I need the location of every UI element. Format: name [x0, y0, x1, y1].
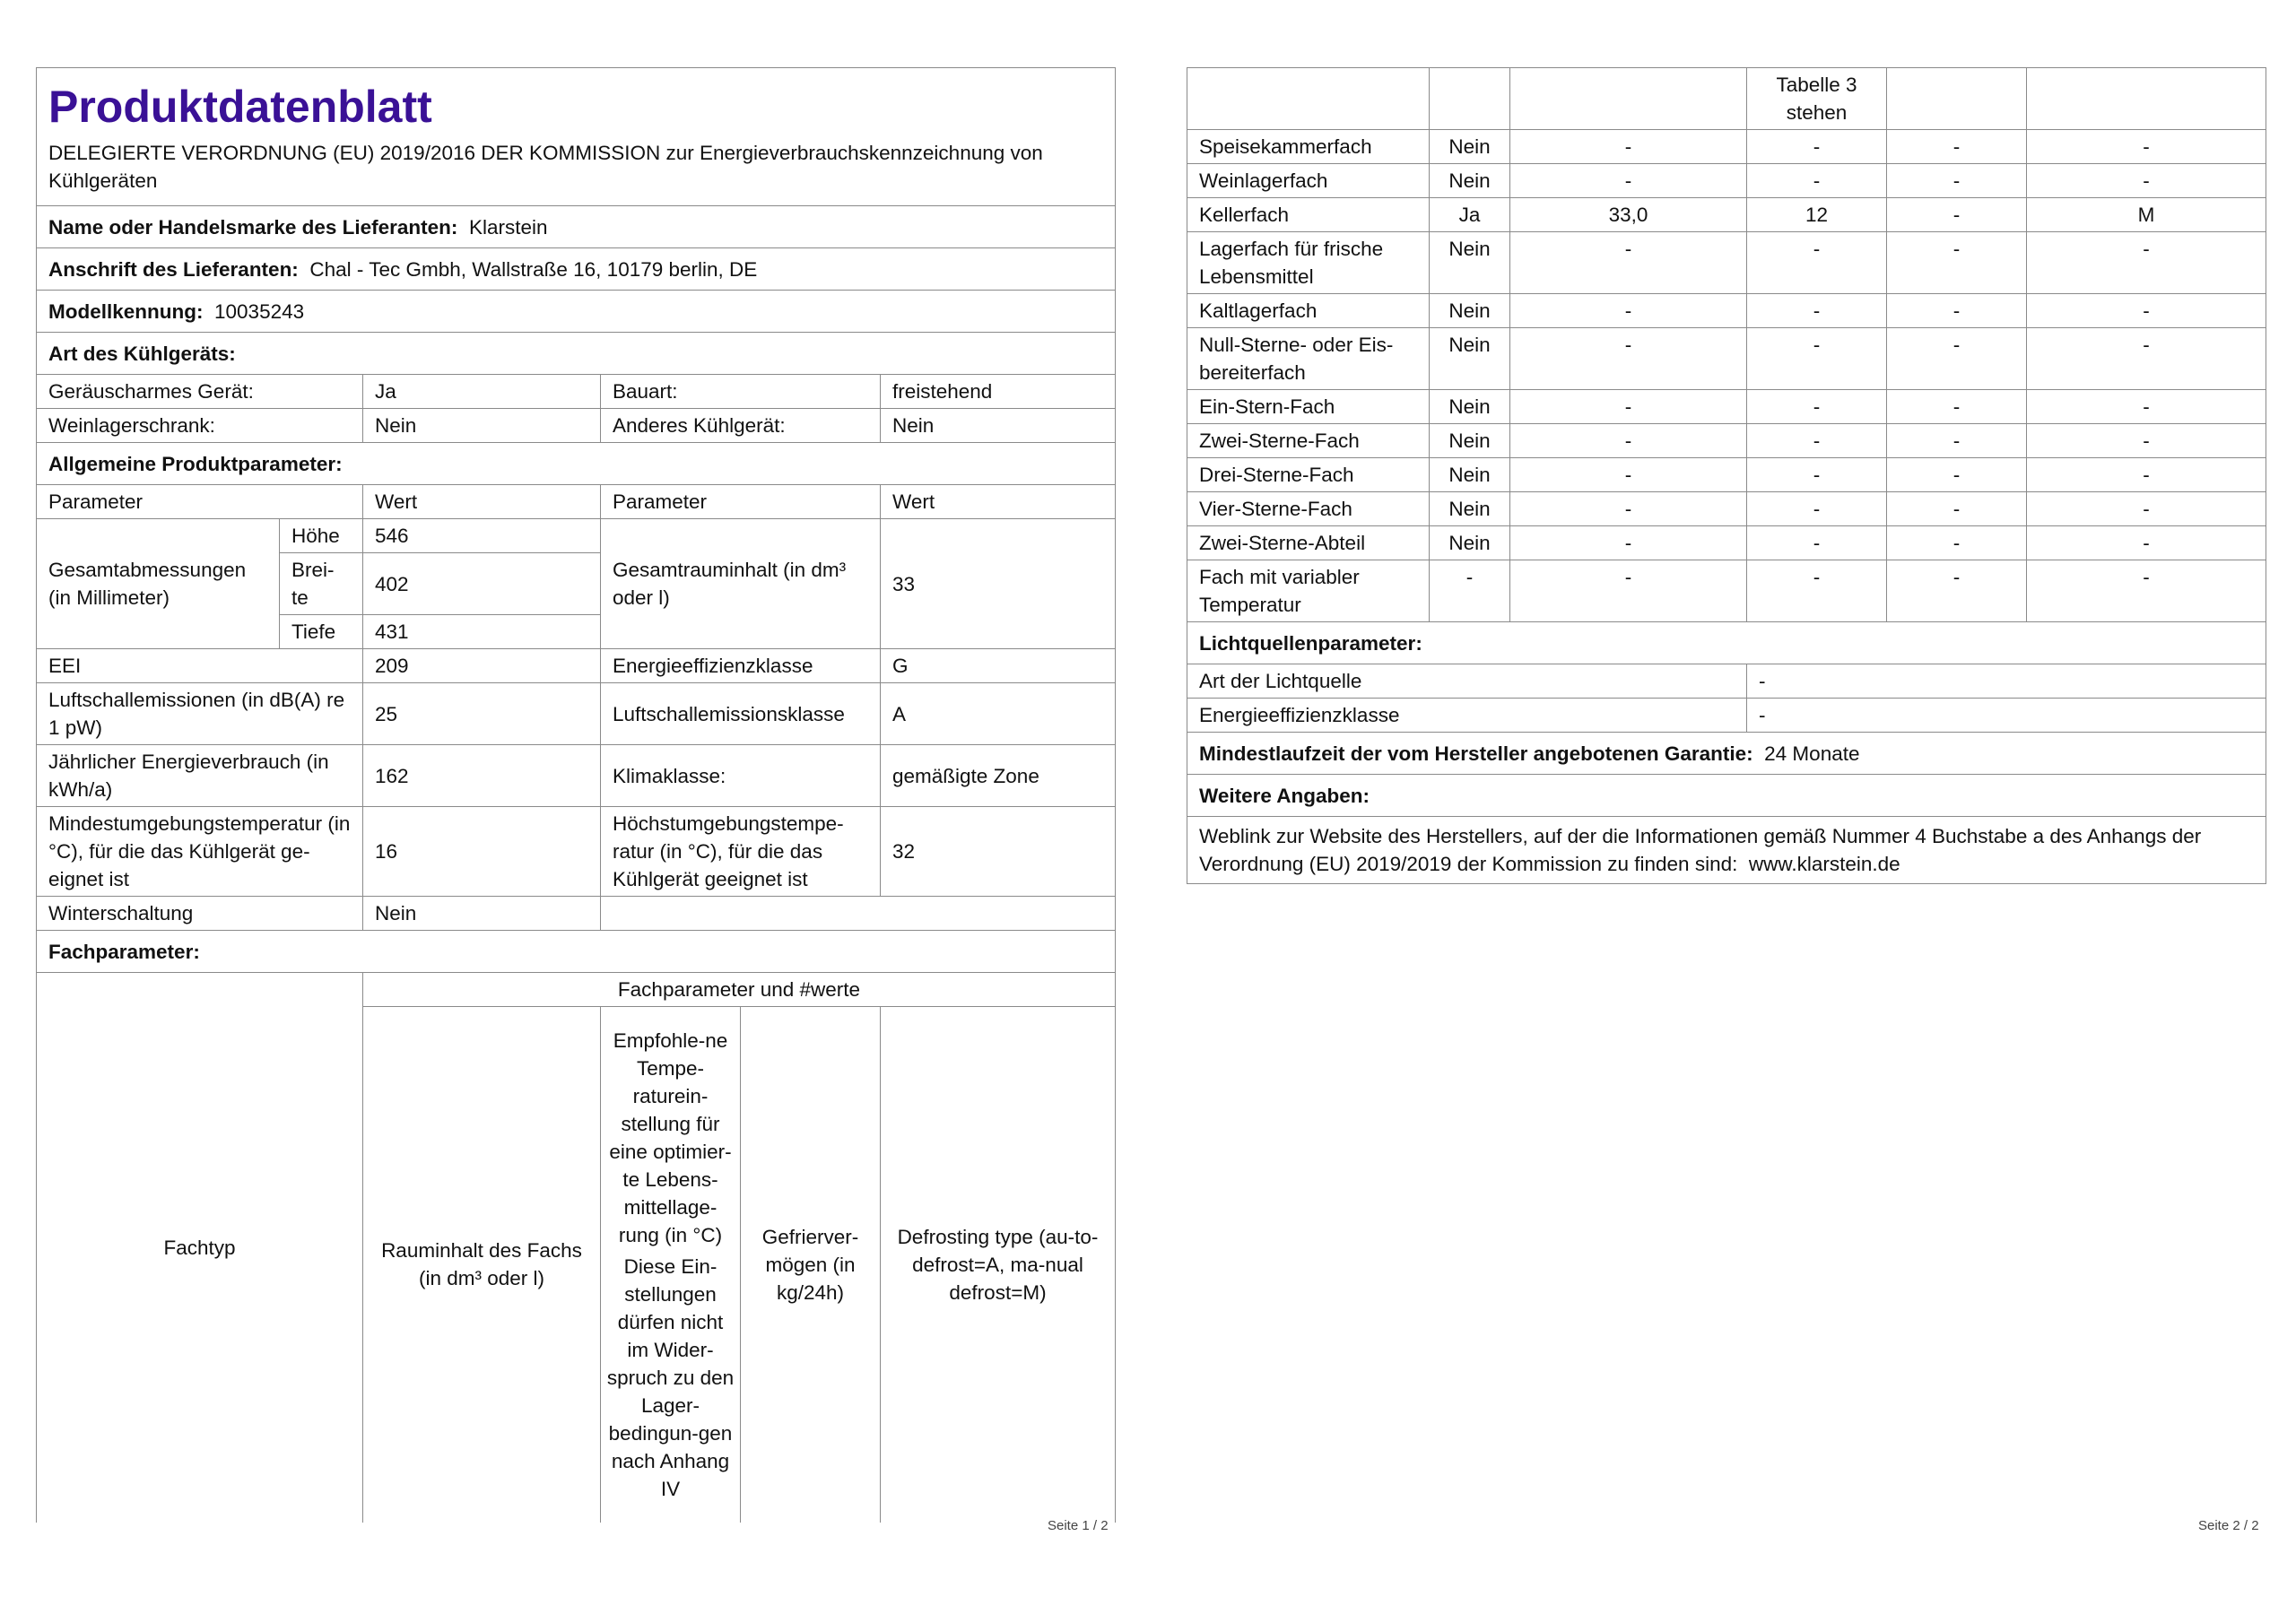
other-appliance-label: Anderes Kühlgerät:: [601, 409, 881, 443]
supplier-value: Klarstein: [468, 215, 548, 239]
build-value: freistehend: [881, 375, 1116, 409]
total-volume-value: 33: [881, 519, 1116, 649]
col-fachtyp: Fachtyp: [37, 973, 363, 1523]
compartment-defrost: -: [2027, 492, 2266, 526]
compartment-present: Ja: [1430, 198, 1510, 232]
further-info-header: Weitere Angaben:: [1187, 775, 2266, 817]
min-temp-label: Mindestumgebungstemperatur (in °C), für die das Kühlgerät ge-eignet ist: [37, 807, 363, 897]
col-temperature-note: Diese Ein-stellungen dürfen nicht im Wider-spruch zu den Lager-bedingun-gen nach Anhang IV: [606, 1254, 735, 1500]
compartment-present: Nein: [1430, 390, 1510, 424]
eei-value: 209: [363, 649, 601, 683]
compartment-row: [1187, 164, 2266, 198]
winter-value: Nein: [363, 897, 601, 931]
compartment-defrost: -: [2027, 560, 2266, 622]
compartment-row: [1187, 390, 2266, 424]
compartment-present: Nein: [1430, 130, 1510, 164]
model-label: Modellkennung:: [48, 299, 204, 323]
compartment-defrost: -: [2027, 390, 2266, 424]
compartment-rows: [1187, 130, 2266, 622]
value-col-header: Wert: [363, 485, 601, 519]
compartment-volume: -: [1510, 328, 1747, 390]
climate-class-label: Klimaklasse:: [601, 745, 881, 807]
appliance-type-header: Art des Kühlgeräts:: [37, 333, 1116, 375]
light-type-value: -: [1747, 664, 2266, 699]
noise-class-value: A: [881, 683, 1116, 745]
compartment-volume: -: [1510, 526, 1747, 560]
continued-empty-4: [1887, 68, 2027, 130]
compartment-present: Nein: [1430, 232, 1510, 294]
compartment-defrost: -: [2027, 164, 2266, 198]
annual-consumption-label: Jährlicher Energieverbrauch (in kWh/a): [37, 745, 363, 807]
compartment-temperature: -: [1747, 492, 1887, 526]
weblink-text: Weblink zur Website des Herstellers, auf der die Informationen gemäß Nummer 4 Buchstabe a des Anhangs der Verordnung (EU) 2019/2019 der Kommission zu finden sind:: [1199, 825, 2202, 875]
warranty-value: 24 Monate: [1764, 742, 1860, 765]
compartment-temperature: -: [1747, 294, 1887, 328]
compartment-defrost: -: [2027, 526, 2266, 560]
compartment-row: [1187, 492, 2266, 526]
compartment-present: Nein: [1430, 164, 1510, 198]
page-title: Produktdatenblatt: [48, 82, 432, 132]
compartment-defrost: M: [2027, 198, 2266, 232]
col-volume: Rauminhalt des Fachs (in dm³ oder l): [363, 1007, 601, 1523]
compartment-name: Lagerfach für frische Lebensmittel: [1187, 232, 1430, 294]
value-col-header-2: Wert: [881, 485, 1116, 519]
compartment-freezing: -: [1887, 294, 2027, 328]
col-temperature: [601, 1007, 741, 1523]
compartment-freezing: -: [1887, 560, 2027, 622]
supplier-row: [37, 206, 1116, 248]
empty-cell: [601, 897, 1116, 931]
compartment-present: Nein: [1430, 526, 1510, 560]
compartment-name: Ein-Stern-Fach: [1187, 390, 1430, 424]
climate-class-value: gemäßigte Zone: [881, 745, 1116, 807]
address-value: Chal - Tec Gmbh, Wallstraße 16, 10179 berlin, DE: [309, 257, 758, 281]
energy-class-label: Energieeffizienzklasse: [601, 649, 881, 683]
continued-header: Tabelle 3 stehen: [1747, 68, 1887, 130]
compartment-name: Zwei-Sterne-Fach: [1187, 424, 1430, 458]
compartment-row: [1187, 198, 2266, 232]
compartment-volume: -: [1510, 424, 1747, 458]
compartment-present: Nein: [1430, 294, 1510, 328]
compartment-row: [1187, 328, 2266, 390]
eei-label: EEI: [37, 649, 363, 683]
header-cell: [37, 68, 1116, 206]
col-freezing: Gefrierver-mögen (in kg/24h): [741, 1007, 881, 1523]
compartment-freezing: -: [1887, 232, 2027, 294]
compartment-freezing: -: [1887, 164, 2027, 198]
compartment-row: [1187, 526, 2266, 560]
compartment-volume: -: [1510, 294, 1747, 328]
noise-label: Luftschallemissionen (in dB(A) re 1 pW): [37, 683, 363, 745]
max-temp-label: Höchstumgebungstempe-ratur (in °C), für die das Kühlgerät geeignet ist: [601, 807, 881, 897]
product-data-sheet-page-1: [36, 67, 1116, 1523]
compartment-name: Kellerfach: [1187, 198, 1430, 232]
wine-cabinet-label: Weinlagerschrank:: [37, 409, 363, 443]
compartment-volume: -: [1510, 492, 1747, 526]
page-1-footer: Seite 1 / 2: [1048, 1518, 1109, 1533]
depth-label: Tiefe: [280, 615, 363, 649]
compartment-temperature: -: [1747, 232, 1887, 294]
compartment-temperature: -: [1747, 328, 1887, 390]
compartment-freezing: -: [1887, 328, 2027, 390]
compartment-volume: -: [1510, 458, 1747, 492]
compartment-freezing: -: [1887, 198, 2027, 232]
page-2-footer: Seite 2 / 2: [2198, 1518, 2259, 1533]
address-row: [37, 248, 1116, 291]
compartment-name: Fach mit variabler Temperatur: [1187, 560, 1430, 622]
compartment-temperature: -: [1747, 424, 1887, 458]
build-label: Bauart:: [601, 375, 881, 409]
height-value: 546: [363, 519, 601, 553]
noise-value: 25: [363, 683, 601, 745]
compartment-name: Speisekammerfach: [1187, 130, 1430, 164]
continued-empty-2: [1430, 68, 1510, 130]
compartment-present: -: [1430, 560, 1510, 622]
light-type-label: Art der Lichtquelle: [1187, 664, 1747, 699]
compartment-row: [1187, 560, 2266, 622]
quiet-value: Ja: [363, 375, 601, 409]
col-temperature-main: Empfohle-ne Tempe-raturein-stellung für eine optimier-te Lebens-mittellage-rung (in °C): [609, 1028, 732, 1246]
compartment-freezing: -: [1887, 130, 2027, 164]
compartment-present: Nein: [1430, 328, 1510, 390]
compartment-freezing: -: [1887, 458, 2027, 492]
compartment-volume: 33,0: [1510, 198, 1747, 232]
annual-consumption-value: 162: [363, 745, 601, 807]
compartment-temperature: -: [1747, 560, 1887, 622]
compartment-volume: -: [1510, 164, 1747, 198]
energy-class-value: G: [881, 649, 1116, 683]
compartment-name: Null-Sterne- oder Eis-bereiterfach: [1187, 328, 1430, 390]
model-value: 10035243: [214, 299, 305, 323]
compartment-group-header: Fachparameter und #werte: [363, 973, 1116, 1007]
warranty-label: Mindestlaufzeit der vom Hersteller angebotenen Garantie:: [1199, 742, 1753, 765]
param-col-header-2: Parameter: [601, 485, 881, 519]
dimensions-label: Gesamtabmessungen (in Millimeter): [37, 519, 280, 649]
weblink-row: [1187, 817, 2266, 884]
total-volume-label: Gesamtrauminhalt (in dm³ oder l): [601, 519, 881, 649]
max-temp-value: 32: [881, 807, 1116, 897]
compartment-present: Nein: [1430, 424, 1510, 458]
compartment-defrost: -: [2027, 232, 2266, 294]
compartment-name: Vier-Sterne-Fach: [1187, 492, 1430, 526]
compartment-params-header: Fachparameter:: [37, 931, 1116, 973]
address-label: Anschrift des Lieferanten:: [48, 257, 299, 281]
compartment-temperature: 12: [1747, 198, 1887, 232]
compartment-row: [1187, 130, 2266, 164]
regulation-subtitle: DELEGIERTE VERORDNUNG (EU) 2019/2016 DER KOMMISSION zur Energieverbrauchskennzeichnung von Kühlgeräten: [48, 142, 1043, 192]
other-appliance-value: Nein: [881, 409, 1116, 443]
compartment-volume: -: [1510, 232, 1747, 294]
col-defrost: Defrosting type (au-to-defrost=A, ma-nual defrost=M): [881, 1007, 1116, 1523]
compartment-name: Drei-Sterne-Fach: [1187, 458, 1430, 492]
compartment-defrost: -: [2027, 294, 2266, 328]
compartment-volume: -: [1510, 560, 1747, 622]
continued-empty-1: [1187, 68, 1430, 130]
compartment-freezing: -: [1887, 390, 2027, 424]
light-source-header: Lichtquellenparameter:: [1187, 622, 2266, 664]
compartment-present: Nein: [1430, 492, 1510, 526]
compartment-freezing: -: [1887, 492, 2027, 526]
compartment-present: Nein: [1430, 458, 1510, 492]
continued-empty-3: [1510, 68, 1747, 130]
compartment-defrost: -: [2027, 328, 2266, 390]
depth-value: 431: [363, 615, 601, 649]
compartment-defrost: -: [2027, 130, 2266, 164]
height-label: Höhe: [280, 519, 363, 553]
weblink-url[interactable]: www.klarstein.de: [1748, 853, 1900, 875]
compartment-temperature: -: [1747, 526, 1887, 560]
compartment-temperature: -: [1747, 390, 1887, 424]
general-params-header: Allgemeine Produktparameter:: [37, 443, 1116, 485]
noise-class-label: Luftschallemissionsklasse: [601, 683, 881, 745]
compartment-temperature: -: [1747, 130, 1887, 164]
width-value: 402: [363, 553, 601, 615]
warranty-row: [1187, 733, 2266, 775]
quiet-label: Geräuscharmes Gerät:: [37, 375, 363, 409]
compartment-freezing: -: [1887, 424, 2027, 458]
compartment-freezing: -: [1887, 526, 2027, 560]
compartment-name: Zwei-Sterne-Abteil: [1187, 526, 1430, 560]
param-col-header: Parameter: [37, 485, 363, 519]
compartment-defrost: -: [2027, 424, 2266, 458]
width-label: Brei-te: [280, 553, 363, 615]
compartment-row: [1187, 232, 2266, 294]
compartment-temperature: -: [1747, 458, 1887, 492]
compartment-row: [1187, 458, 2266, 492]
model-row: [37, 291, 1116, 333]
min-temp-value: 16: [363, 807, 601, 897]
compartment-name: Kaltlagerfach: [1187, 294, 1430, 328]
product-data-sheet-page-2: [1187, 67, 2266, 884]
compartment-row: [1187, 294, 2266, 328]
winter-label: Winterschaltung: [37, 897, 363, 931]
compartment-row: [1187, 424, 2266, 458]
light-class-label: Energieeffizienzklasse: [1187, 699, 1747, 733]
compartment-defrost: -: [2027, 458, 2266, 492]
compartment-volume: -: [1510, 130, 1747, 164]
compartment-name: Weinlagerfach: [1187, 164, 1430, 198]
supplier-label: Name oder Handelsmarke des Lieferanten:: [48, 215, 458, 239]
light-class-value: -: [1747, 699, 2266, 733]
compartment-volume: -: [1510, 390, 1747, 424]
wine-cabinet-value: Nein: [363, 409, 601, 443]
continued-empty-5: [2027, 68, 2266, 130]
compartment-temperature: -: [1747, 164, 1887, 198]
